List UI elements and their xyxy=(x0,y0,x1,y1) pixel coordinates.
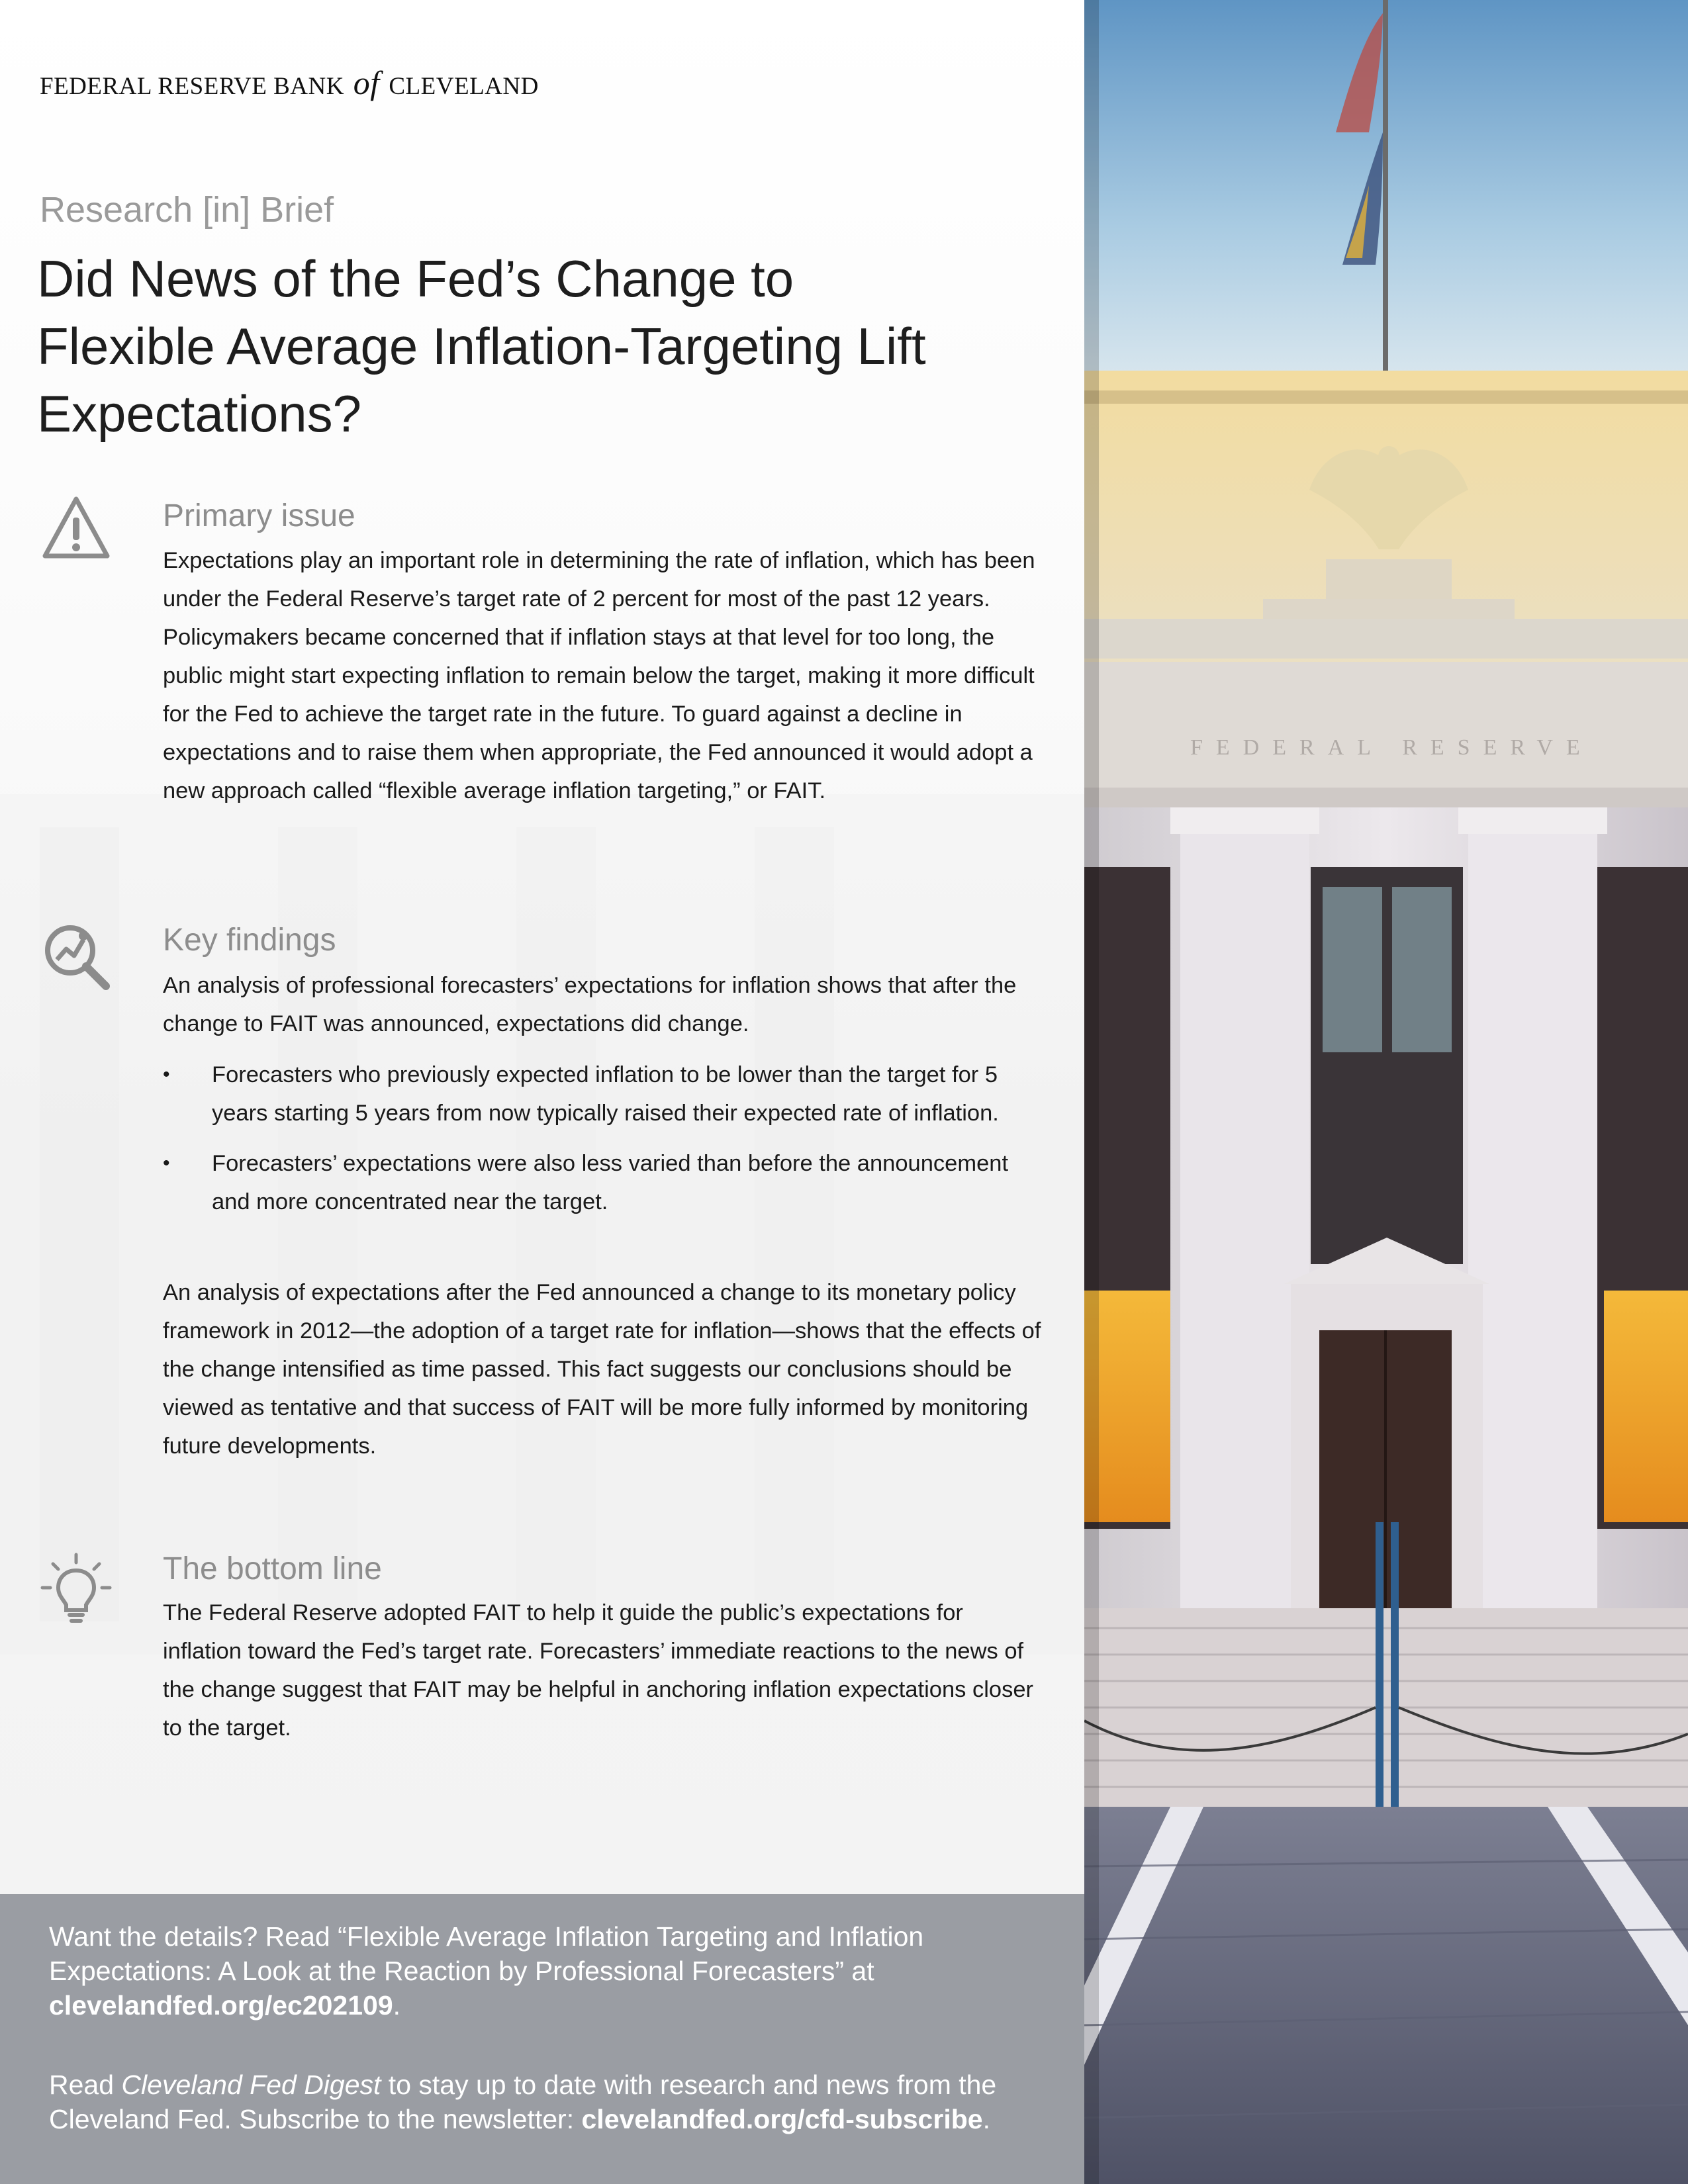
subscribe-link[interactable]: clevelandfed.org/cfd-subscribe xyxy=(581,2104,983,2134)
masthead-part1: FEDERAL RESERVE BANK xyxy=(40,73,344,100)
lightbulb-icon xyxy=(40,1552,113,1625)
key-findings-list xyxy=(163,1056,1043,1233)
key-findings-outro: An analysis of expectations after the Fed announced a change to its monetary policy framework in 2012—the adoption of a target rate for inflation—shows that the effects of the change intensified as time passed. This fact suggests our conclusions should be viewed as tentative and that success of FAIT will be more fully informed by monitoring future developments. xyxy=(163,1280,1041,1459)
footer-details-text: Want the details? Read “Flexible Average Inflation Targeting and Inflation Expectations: A Look at the Reaction by Professional Forecasters” at xyxy=(49,1921,924,1986)
masthead-of: of xyxy=(353,64,380,101)
footer-digest-text: to stay up to date with research and news from the Cleveland Fed. Subscribe to the newsletter: xyxy=(49,2070,997,2134)
key-findings-intro: An analysis of professional forecasters’ expectations for inflation shows that after the change to FAIT was announced, expectations did change. xyxy=(163,973,1017,1036)
footer-digest-prefix: Read xyxy=(49,2070,122,2100)
building-inscription: FEDERAL RESERVE xyxy=(1190,735,1593,760)
masthead-logo xyxy=(40,64,539,102)
footer-details xyxy=(49,1919,1042,2023)
footer-callout xyxy=(0,1894,1084,2184)
building-illustration xyxy=(1084,0,1688,2184)
bottom-line-body: The Federal Reserve adopted FAIT to help it guide the public’s expectations for inflation toward the Fed’s target rate. Forecasters’ immediate reactions to the news of the change suggest that FAIT may be helpful in anchoring inflation expectations closer to the target. xyxy=(163,1600,1034,1741)
key-findings-heading: Key findings xyxy=(163,923,336,958)
digest-title: Cleveland Fed Digest xyxy=(121,2070,381,2100)
masthead-part2: CLEVELAND xyxy=(389,73,539,100)
footer-digest-suffix: . xyxy=(982,2104,990,2134)
magnifier-chart-icon xyxy=(40,919,113,991)
series-label: Research [in] Brief xyxy=(40,190,334,230)
page-title: Did News of the Fed’s Change to Flexible Average Inflation-Targeting Lift Expectations? xyxy=(37,250,926,443)
footer-details-suffix: . xyxy=(393,1990,401,2021)
warning-triangle-icon xyxy=(40,492,113,565)
list-item: • Forecasters who previously expected inflation to be lower than the target for 5 years starting 5 years from now typically raised their expected rate of inflation. xyxy=(163,1056,1043,1132)
details-link[interactable]: clevelandfed.org/ec202109 xyxy=(49,1990,393,2021)
footer-digest xyxy=(49,2068,1055,2136)
list-item: • Forecasters’ expectations were also less varied than before the announcement and more concentrated near the target. xyxy=(163,1144,1043,1221)
federal-reserve-building-photo xyxy=(1084,0,1688,2184)
primary-issue-heading: Primary issue xyxy=(163,498,355,533)
bottom-line-heading: The bottom line xyxy=(163,1551,382,1586)
primary-issue-body: Expectations play an important role in determining the rate of inflation, which has been under the Federal Reserve’s target rate of 2 percent for most of the past 12 years. Policymakers became concerned that if inflation stays at that level for too long, the public might start expecting inflation to remain below the target, making it more difficult for the Fed to achieve the target rate in the future. To guard against a decline in expectations and to raise them when appropriate, the Fed announced it would adopt a new approach called “flexible average inflation targeting,” or FAIT. xyxy=(163,548,1035,803)
